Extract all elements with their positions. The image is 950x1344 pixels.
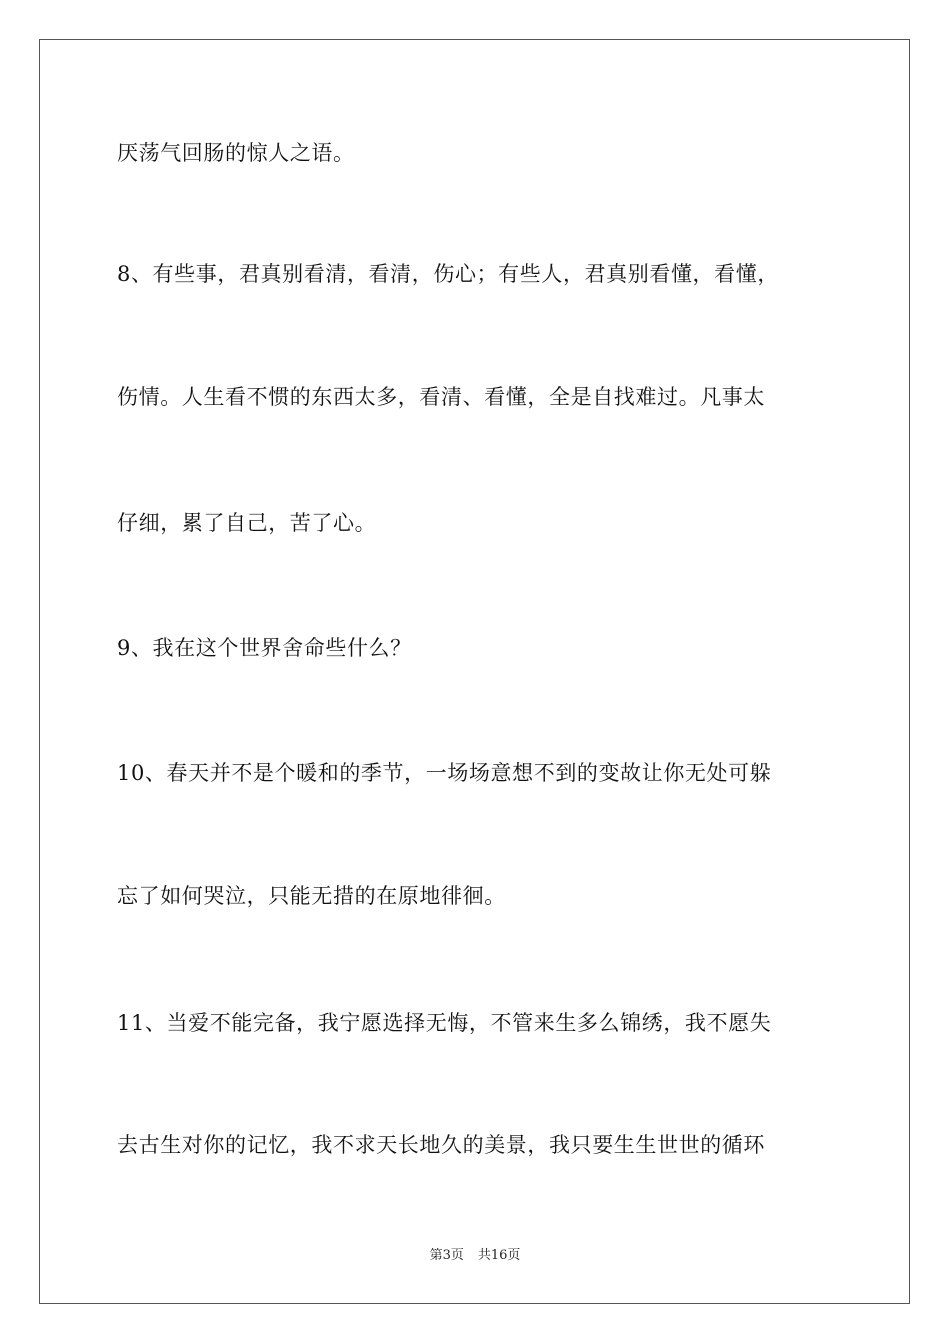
body-text-line: 8、有些事，君真别看清，看清，伤心；有些人，君真别看懂，看懂， bbox=[117, 262, 779, 286]
body-text-line: 9、我在这个世界舍命些什么？ bbox=[117, 636, 412, 660]
body-text-line: 去古生对你的记忆，我不求天长地久的美景，我只要生生世世的循环 bbox=[117, 1133, 765, 1157]
total-pages: 共16页 bbox=[477, 1248, 521, 1263]
body-text-line: 忘了如何哭泣，只能无措的在原地徘徊。 bbox=[117, 884, 506, 908]
page-number: 第3页 bbox=[429, 1248, 464, 1263]
body-text-line: 厌荡气回肠的惊人之语。 bbox=[117, 141, 355, 165]
body-text-line: 伤情。人生看不惯的东西太多，看清、看懂，全是自找难过。凡事太 bbox=[117, 385, 765, 409]
body-text-line: 10、春天并不是个暖和的季节，一场场意想不到的变故让你无处可躲 bbox=[117, 761, 772, 785]
body-text-line: 仔细，累了自己，苦了心。 bbox=[117, 511, 377, 535]
page-footer bbox=[0, 1247, 950, 1265]
page-frame bbox=[39, 39, 910, 1304]
body-text-line: 11、当爱不能完备，我宁愿选择无悔，不管来生多么锦绣，我不愿失 bbox=[117, 1011, 772, 1035]
